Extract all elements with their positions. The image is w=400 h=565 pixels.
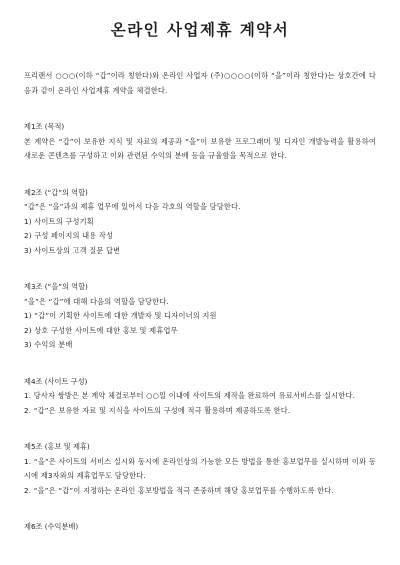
article-5 xyxy=(24,440,376,498)
article-text: “갑”은 “을”과의 제휴 업무에 있어서 다음 각호의 역할을 담당한다. xyxy=(24,202,241,211)
article-heading: 제5조 (홍보 및 제휴) xyxy=(24,442,90,451)
article-item: 1. “을”은 사이트의 서비스 실시와 동시에 온라인상의 가능한 모든 방법을 통한 홍보업무를 실시하며 이와 동시에 제3자와의 제휴업무도 담당한다. xyxy=(24,456,376,480)
article-heading: 제4조 (사이트 구성) xyxy=(24,376,88,386)
article-2 xyxy=(24,186,376,259)
article-item: 2. “을”은 “갑”이 지정하는 온라인 홍보방법을 적극 존중하며 해당 홍보업무를 수행하도록 한다. xyxy=(24,485,334,495)
article-item: 2. “갑”은 보유한 자료 및 지식을 사이트의 구성에 적극 활용하며 제공하도록 한다. xyxy=(24,405,291,415)
article-heading: 제3조 (“을”의 역할) xyxy=(24,282,88,291)
article-item: 1. 당사자 쌍방은 본 계약 체결로부터 ○○일 이내에 사이트의 제작을 완료하여 유료서비스를 실시한다. xyxy=(24,391,356,400)
article-3 xyxy=(24,280,376,353)
article-1 xyxy=(24,120,376,164)
article-text: 본 계약은 “갑”이 보유한 지식 및 자료의 제공과 “을”이 보유한 프로그래머 및 디자인 개발능력을 활용하여 새로운 콘텐츠를 구성하고 이와 관련된 수익의 분배 등을 규율함을 목적으로 한다. xyxy=(24,136,376,160)
article-item: 2) 구성 페이지의 내용 작성 xyxy=(24,231,114,240)
article-item: 3) 사이트상의 고객 질문 답변 xyxy=(24,245,121,255)
article-heading: 제6조 (수익분배) xyxy=(24,522,79,531)
article-item: 1) 사이트의 구성기획 xyxy=(24,216,94,226)
article-6 xyxy=(24,520,376,535)
article-item: 3) 수익의 분배 xyxy=(24,340,73,349)
intro-paragraph: 프리랜서 ○○○(이하 “갑”이라 칭한다)와 온라인 사업자 (주)○○○○(이하 “을”이라 칭한다)는 상호간에 다음과 같이 온라인 사업제휴 계약을 체결한다. xyxy=(24,71,376,95)
article-heading: 제1조 (목적) xyxy=(24,122,65,131)
article-heading: 제2조 (“갑”의 역할) xyxy=(24,187,88,197)
document-title: 온라인 사업제휴 계약서 xyxy=(110,21,290,39)
article-4 xyxy=(24,375,376,419)
article-text: “을”은 “갑”에 대해 다음의 역할을 담당한다. xyxy=(24,296,169,306)
article-item: 2) 상호 구성한 사이트에 대한 홍보 및 제휴업무 xyxy=(24,325,178,335)
article-item: 1) “갑”이 기획한 사이트에 대한 개발자 및 디자이너의 지원 xyxy=(24,311,217,320)
